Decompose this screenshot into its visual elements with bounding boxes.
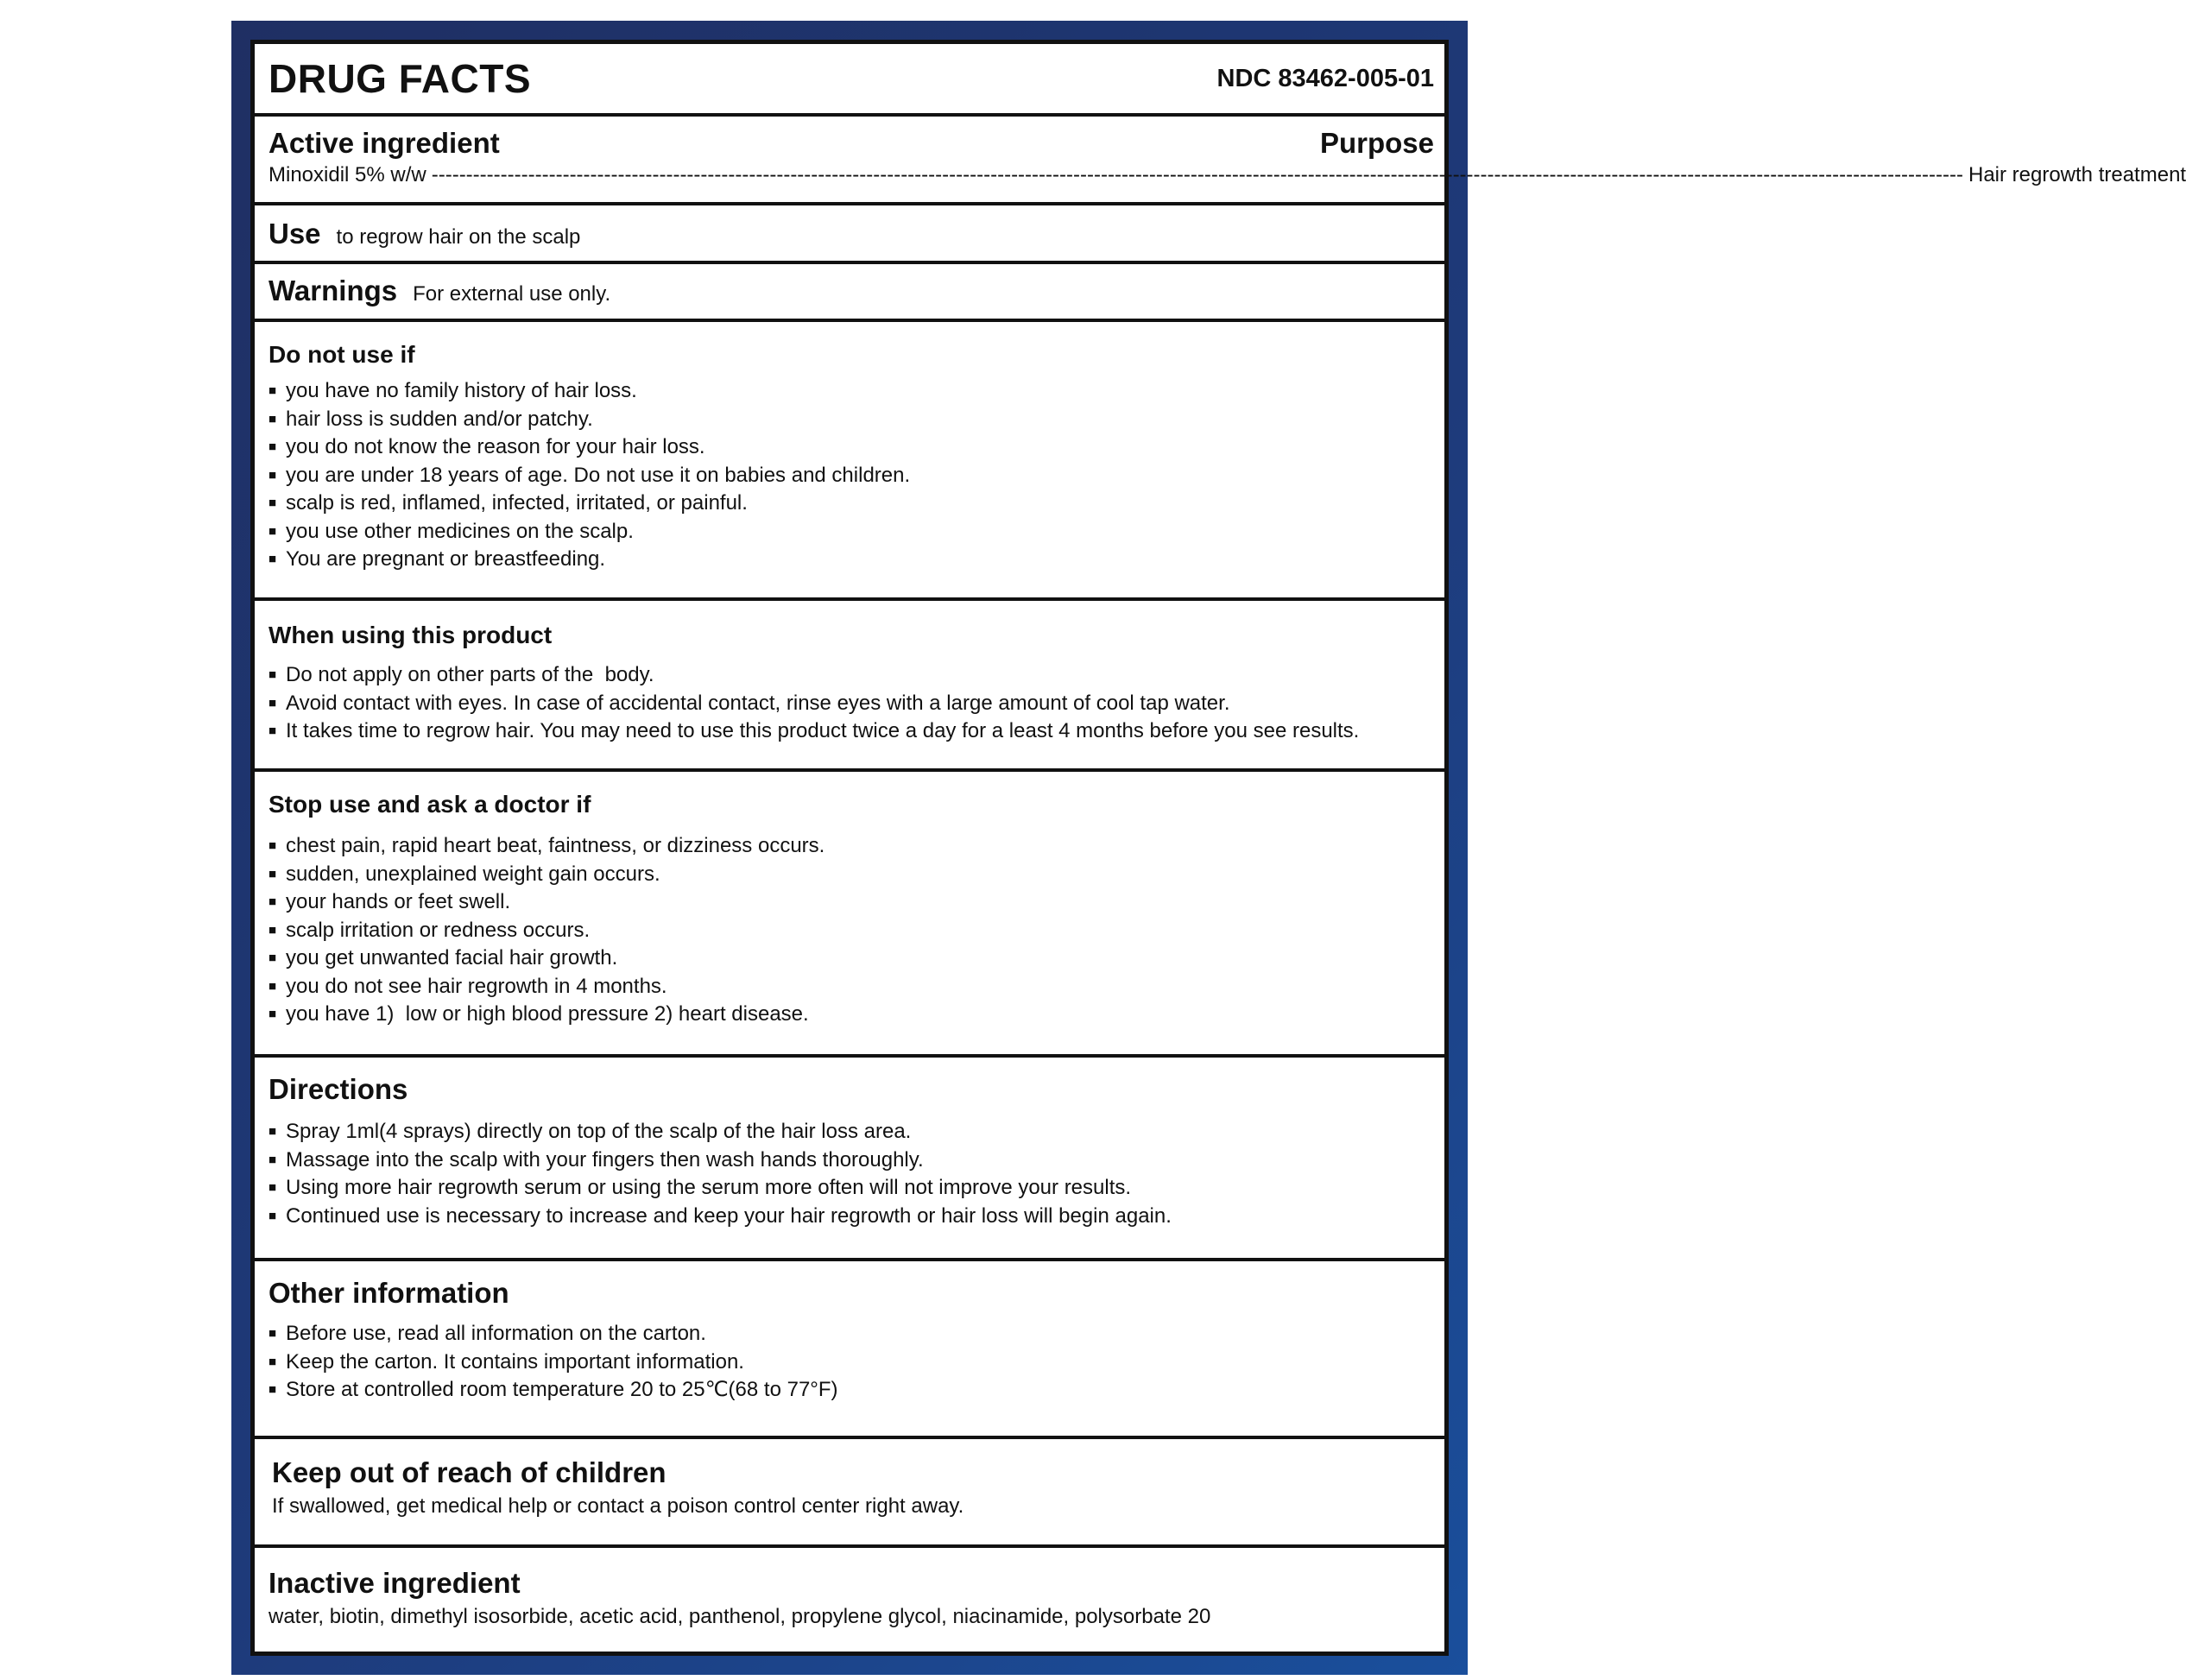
list-item: ■ you have 1) low or high blood pressure 2) heart disease. bbox=[269, 1001, 1434, 1029]
warnings-section bbox=[255, 264, 1444, 322]
inactive-ingredient-section bbox=[255, 1548, 1444, 1652]
title-section bbox=[255, 44, 1444, 117]
list-item: ■ Using more hair regrowth serum or using the serum more often will not improve your results. bbox=[269, 1174, 1434, 1203]
list-item: ■ You are pregnant or breastfeeding. bbox=[269, 546, 1434, 574]
list-item: ■ you have no family history of hair loss. bbox=[269, 377, 1434, 406]
purpose-heading: Purpose bbox=[1319, 127, 1434, 159]
keep-out-section bbox=[255, 1439, 1444, 1548]
list-item: ■ you do not know the reason for your hair loss. bbox=[269, 433, 1434, 462]
list-item: ■ Keep the carton. It contains important information. bbox=[269, 1348, 1434, 1377]
inactive-ingredient-text: water, biotin, dimethyl isosorbide, acetic acid, panthenol, propylene glycol, niacinamide, polysorbate 20 bbox=[269, 1605, 1211, 1628]
directions-heading: Directions bbox=[269, 1073, 408, 1105]
list-item: ■ Massage into the scalp with your fingers then wash hands thoroughly. bbox=[269, 1146, 1434, 1175]
list-item: ■ It takes time to regrow hair. You may need to use this product twice a day for a least 4 months before you see results. bbox=[269, 717, 1434, 746]
do-not-use-section bbox=[255, 322, 1444, 601]
keep-out-text: If swallowed, get medical help or contact a poison control center right away. bbox=[272, 1494, 964, 1518]
active-ingredient-section bbox=[255, 117, 2186, 205]
when-using-section bbox=[255, 601, 1444, 772]
purpose-value: Hair regrowth treatment bbox=[1968, 163, 2186, 186]
warnings-text: For external use only. bbox=[413, 282, 611, 306]
list-item: ■ sudden, unexplained weight gain occurs. bbox=[269, 861, 1434, 889]
label-border-frame bbox=[231, 21, 2186, 1675]
list-item: ■ Do not apply on other parts of the body. bbox=[269, 661, 1434, 690]
drug-facts-panel bbox=[250, 40, 2186, 1656]
list-item: ■ Spray 1ml(4 sprays) directly on top of the scalp of the hair loss area. bbox=[269, 1118, 1434, 1146]
use-heading: Use bbox=[269, 218, 321, 249]
list-item: ■ hair loss is sudden and/or patchy. bbox=[269, 406, 1434, 434]
inactive-ingredient-heading: Inactive ingredient bbox=[269, 1567, 521, 1599]
list-item: ■ Avoid contact with eyes. In case of accidental contact, rinse eyes with a large amount of cool tap water. bbox=[269, 690, 1434, 718]
list-item: ■ you use other medicines on the scalp. bbox=[269, 518, 1434, 546]
active-ingredient-value: Minoxidil 5% w/w bbox=[269, 163, 426, 186]
other-info-section bbox=[255, 1261, 1444, 1439]
list-item: ■ scalp irritation or redness occurs. bbox=[269, 917, 1434, 945]
use-section bbox=[255, 205, 1444, 264]
list-item: ■ you do not see hair regrowth in 4 months. bbox=[269, 973, 1434, 1001]
list-item: ■ you are under 18 years of age. Do not use it on babies and children. bbox=[269, 462, 1434, 490]
keep-out-heading: Keep out of reach of children bbox=[272, 1456, 667, 1488]
ndc-number: NDC 83462-005-01 bbox=[1216, 64, 1434, 92]
other-info-heading: Other information bbox=[269, 1277, 509, 1309]
directions-section bbox=[255, 1058, 1444, 1261]
list-item: ■ chest pain, rapid heart beat, faintness, or dizziness occurs. bbox=[269, 832, 1434, 861]
use-text: to regrow hair on the scalp bbox=[336, 225, 581, 249]
stop-use-section bbox=[255, 772, 1444, 1058]
list-item: ■ Before use, read all information on the carton. bbox=[269, 1320, 1434, 1348]
active-ingredient-heading: Active ingredient bbox=[269, 127, 500, 159]
page-title: DRUG FACTS bbox=[269, 56, 531, 101]
do-not-use-heading: Do not use if bbox=[269, 341, 415, 368]
dot-leader: ------------------------------------------------------------------------------------------------------------------------------------------------------------------------------------------------------------------------------ bbox=[431, 163, 1963, 186]
list-item: ■ Continued use is necessary to increase and keep your hair regrowth or hair loss will begin again. bbox=[269, 1203, 1434, 1231]
list-item: ■ Store at controlled room temperature 20 to 25℃(68 to 77°F) bbox=[269, 1376, 1434, 1405]
list-item: ■ you get unwanted facial hair growth. bbox=[269, 944, 1434, 973]
when-using-heading: When using this product bbox=[269, 622, 553, 648]
stop-use-heading: Stop use and ask a doctor if bbox=[269, 791, 591, 818]
list-item: ■ your hands or feet swell. bbox=[269, 888, 1434, 917]
warnings-heading: Warnings bbox=[269, 275, 398, 306]
list-item: ■ scalp is red, inflamed, infected, irritated, or painful. bbox=[269, 489, 1434, 518]
